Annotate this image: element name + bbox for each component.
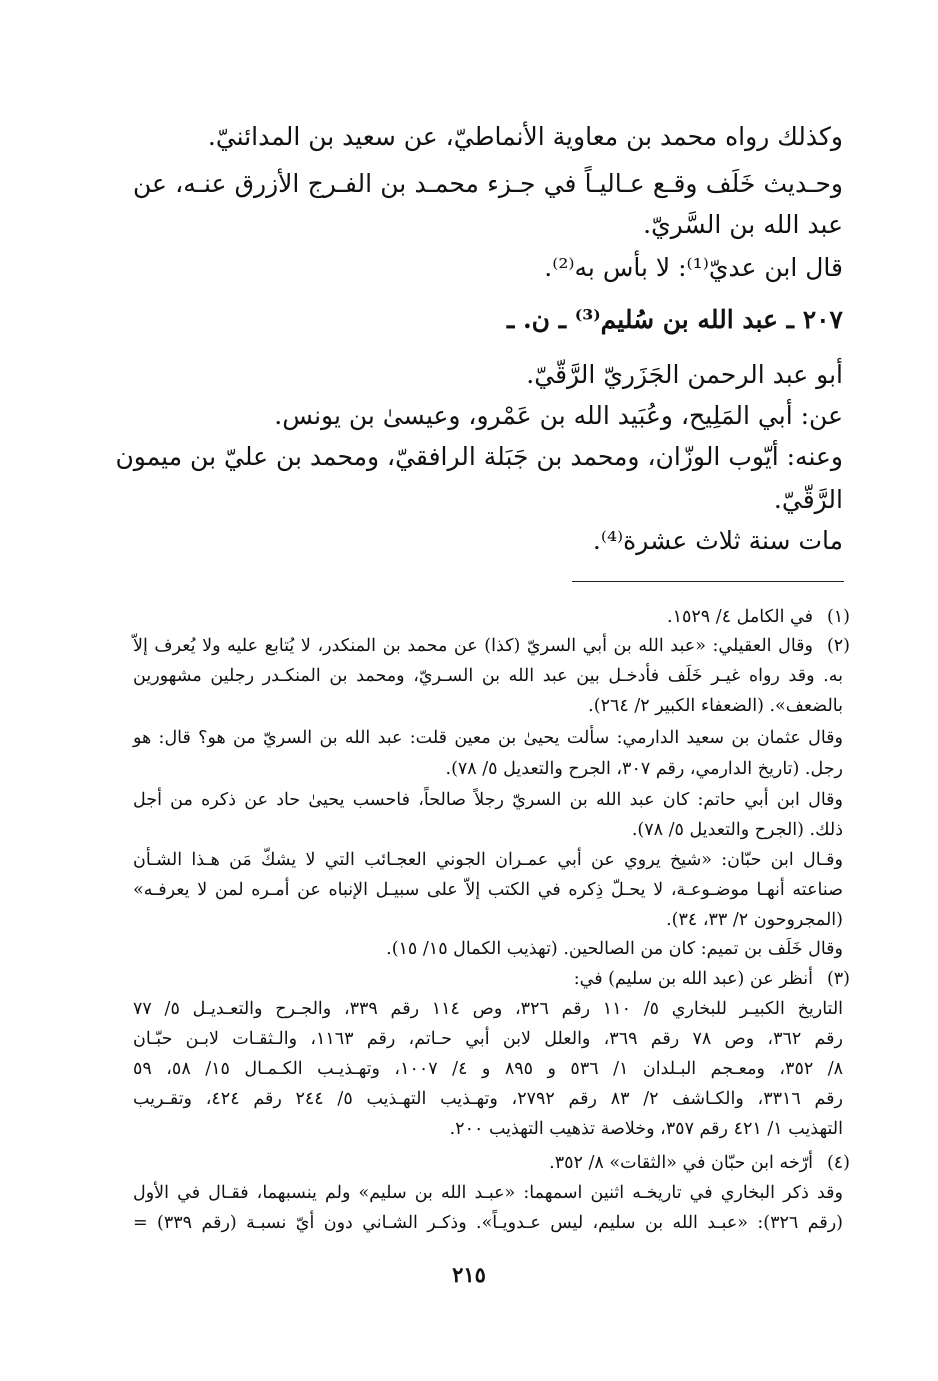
footnote-line: وقال خَلَف بن تميم: كان من الصالحين. (تهذيب الكمال ١٥/ ١٥). bbox=[386, 939, 843, 959]
footnote-line: به. وقد رواه غيـر خَلَف فأدخـل بين عبد الله بن السـريّ، ومحمد بن المنكـدر رجلين مشهورين bbox=[133, 666, 843, 686]
entry-heading: ٢٠٧ ـ عبد الله بن سُليم⁽³⁾ ـ ن. ـ bbox=[506, 305, 843, 334]
main-text-line: عن: أبي المَلِيح، وعُبَيد الله بن عَمْرو، وعيسىٰ بن يونس. bbox=[274, 401, 843, 430]
main-text-line: عبد الله بن السَّريّ. bbox=[643, 210, 843, 239]
footnote-line: بالضعف». (الضعفاء الكبير ٢/ ٢٦٤). bbox=[588, 696, 843, 716]
main-text-line: وكذلك رواه محمد بن معاوية الأنماطيّ، عن سعيد بن المدائنيّ. bbox=[207, 122, 843, 151]
footnote-line: أرّخه ابن حبّان في «الثقات» ٨/ ٣٥٢. bbox=[549, 1153, 813, 1173]
footnote-line: وقال العقيلي: «عبد الله بن أبي السريّ (كذا) عن محمد بن المنكدر، لا يُتابع عليه ولا يُعرف إلاّ bbox=[133, 636, 813, 656]
footnote-line: وقال عثمان بن سعيد الدارمي: سألت يحيىٰ بن معين قلت: عبد الله بن السريّ من هو؟ قال: هو bbox=[133, 728, 843, 748]
main-text-line: أبو عبد الرحمن الجَزَريّ الرَّقّيّ. bbox=[526, 360, 843, 389]
footnote-line: أنظر عن (عبد الله بن سليم) في: bbox=[573, 969, 813, 989]
footnote-line: صناعته أنهـا موضـوعـة، لا يحـلّ ذِكره في الكتب إلاّ على سبيـل الإنباه عن أمـره لمن لا يعرفـه» bbox=[133, 880, 843, 900]
footnote-line: رقم ٣٦٢، وص ٧٨ رقم ٣٦٩، والعلل لابن أبي حـاتم، رقم ١١٦٣، والـثقـات لابـن حبّـان bbox=[133, 1029, 844, 1049]
footnote-separator bbox=[572, 581, 844, 582]
footnote-line: وقال ابن أبي حاتم: كان عبد الله بن السريّ رجلاً صالحاً، فاحسب يحيىٰ حاد عن ذكره من أجل bbox=[133, 790, 843, 810]
footnote-number: (٣) bbox=[826, 969, 850, 989]
footnote-number: (٤) bbox=[826, 1153, 850, 1173]
footnote-line: (المجروحون ٢/ ٣٣، ٣٤). bbox=[666, 910, 843, 930]
footnote-line: رقم ٣٣١٦، والكـاشف ٢/ ٨٣ رقم ٢٧٩٢، وتهـذيب التهـذيب ٥/ ٢٤٤ رقم ٤٢٤، وتقـريب bbox=[133, 1089, 843, 1109]
main-text-line: الرَّقّيّ. bbox=[773, 485, 843, 514]
footnote-line: التاريخ الكبيـر للبخاري ٥/ ١١٠ رقم ٣٢٦، وص ١١٤ رقم ٣٣٩، والجـرح والتعـديـل ٥/ ٧٧ bbox=[133, 999, 844, 1019]
footnote-line: التهذيب ١/ ٤٢١ رقم ٣٥٧، وخلاصة تذهيب التهذيب ٢٠٠. bbox=[449, 1119, 843, 1139]
footnote-line: رجل. (تاريخ الدارمي، رقم ٣٠٧، الجرح والتعديل ٥/ ٧٨). bbox=[445, 759, 843, 779]
footnote-line: وقد ذكر البخاري في تاريخـه اثنين اسمهما: «عبـد الله بن سليم» ولم ينسبهما، فقـال في الأول bbox=[133, 1183, 843, 1203]
main-text-line: وحـديث خَلَف وقـع عـاليـاً في جـزء محمـد بن الفـرج الأزرق عنـه، عن bbox=[133, 169, 843, 198]
main-text-line: قال ابن عديّ⁽¹⁾: لا بأس به⁽²⁾. bbox=[544, 253, 843, 282]
main-text-line: وعنه: أيّوب الوزّان، ومحمد بن جَبَلة الرافقيّ، ومحمد بن عليّ بن ميمون bbox=[115, 442, 843, 471]
page-number: ٢١٥ bbox=[452, 1262, 486, 1287]
main-text-line: مات سنة ثلاث عشرة⁽⁴⁾. bbox=[592, 526, 843, 555]
footnote-line: (رقم ٣٢٦): «عبـد الله بن سليم، ليس عـدويـاً». وذكـر الشـاني دون أيّ نسبـة (رقم ٣٣٩) = bbox=[133, 1213, 843, 1233]
footnote-number: (٢) bbox=[826, 636, 850, 656]
footnote-line: في الكامل ٤/ ١٥٢٩. bbox=[667, 607, 813, 627]
footnote-line: ذلك. (الجرح والتعديل ٥/ ٧٨). bbox=[631, 820, 843, 840]
footnote-line: ٨/ ٣٥٢، ومعـجم البـلدان ١/ ٥٣٦ و ٨٩٥ و ٤/ ١٠٠٧، وتهـذيـب الكـمـال ١٥/ ٥٨، ٥٩ bbox=[133, 1059, 844, 1079]
footnote-line: وقـال ابن حبّان: «شيخ يروي عن أبي عمـران الجوني العجـائب التي لا يشكّ مَن هـذا الشـأن bbox=[133, 850, 843, 870]
footnote-number: (١) bbox=[826, 607, 850, 627]
